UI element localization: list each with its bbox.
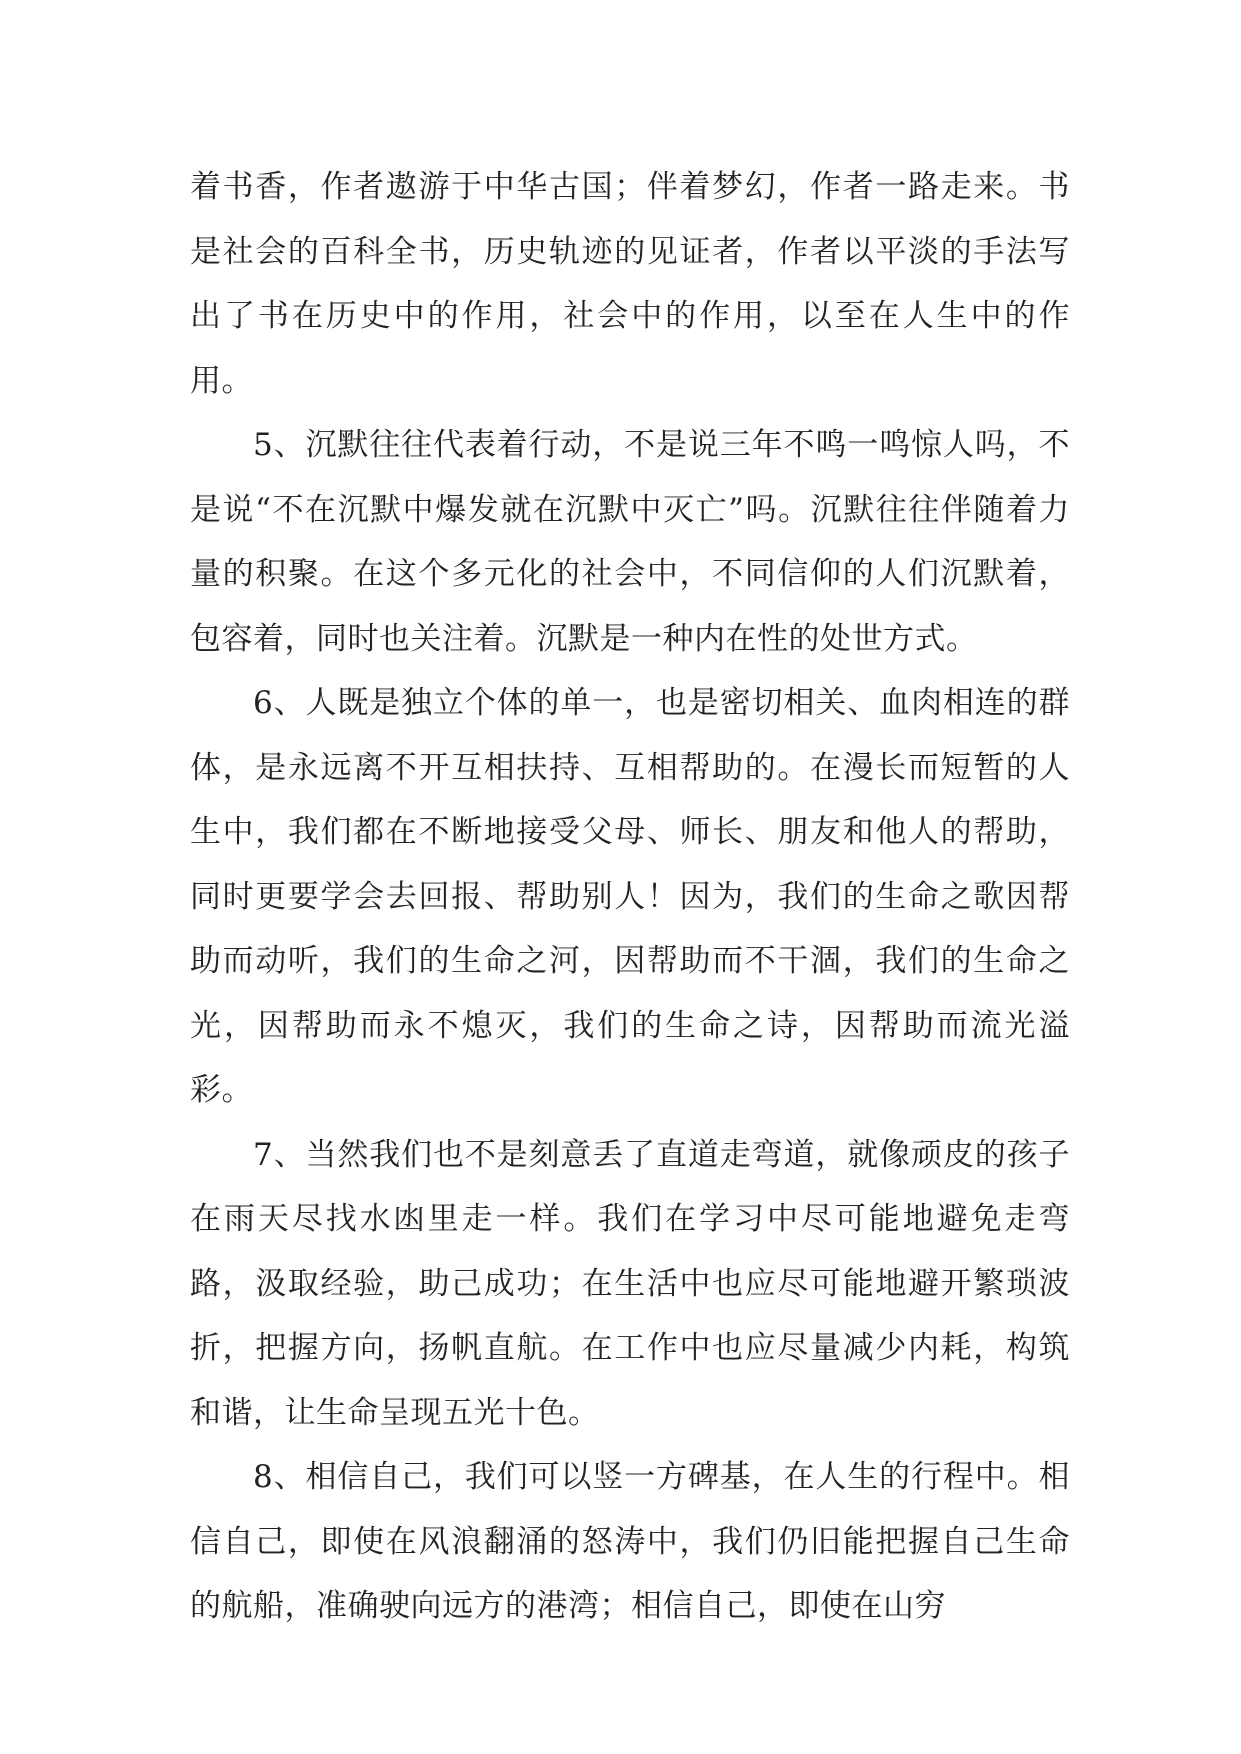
paragraph-6: 6、人既是独立个体的单一，也是密切相关、血肉相连的群体，是永远离不开互相扶持、互相帮助的。在漫长而短暂的人生中，我们都在不断地接受父母、师长、朋友和他人的帮助，同时更要学会去回报、帮助别人！因为，我们的生命之歌因帮助而动听，我们的生命之河，因帮助而不干涸，我们的生命之光，因帮助而永不熄灭，我们的生命之诗，因帮助而流光溢彩。 [190,685,1070,1108]
paragraph-5: 5、沉默往往代表着行动，不是说三年不鸣一鸣惊人吗，不是说“不在沉默中爆发就在沉默中灭亡”吗。沉默往往伴随着力量的积聚。在这个多元化的社会中，不同信仰的人们沉默着，包容着，同时也关注着。沉默是一种内在性的处世方式。 [190,427,1070,657]
paragraph-8: 8、相信自己，我们可以竖一方碑基，在人生的行程中。相信自己，即使在风浪翻涌的怒涛中，我们仍旧能把握自己生命的航船，准确驶向远方的港湾；相信自己，即使在山穷 [190,1459,1070,1624]
document-body [190,155,1070,1639]
paragraph-continuation: 着书香，作者遨游于中华古国；伴着梦幻，作者一路走来。书是社会的百科全书，历史轨迹的见证者，作者以平淡的手法写出了书在历史中的作用，社会中的作用，以至在人生中的作用。 [190,169,1070,399]
paragraph-7: 7、当然我们也不是刻意丢了直道走弯道，就像顽皮的孩子在雨天尽找水凼里走一样。我们在学习中尽可能地避免走弯路，汲取经验，助己成功；在生活中也应尽可能地避开繁琐波折，把握方向，扬帆直航。在工作中也应尽量减少内耗，构筑和谐，让生命呈现五光十色。 [190,1136,1070,1431]
